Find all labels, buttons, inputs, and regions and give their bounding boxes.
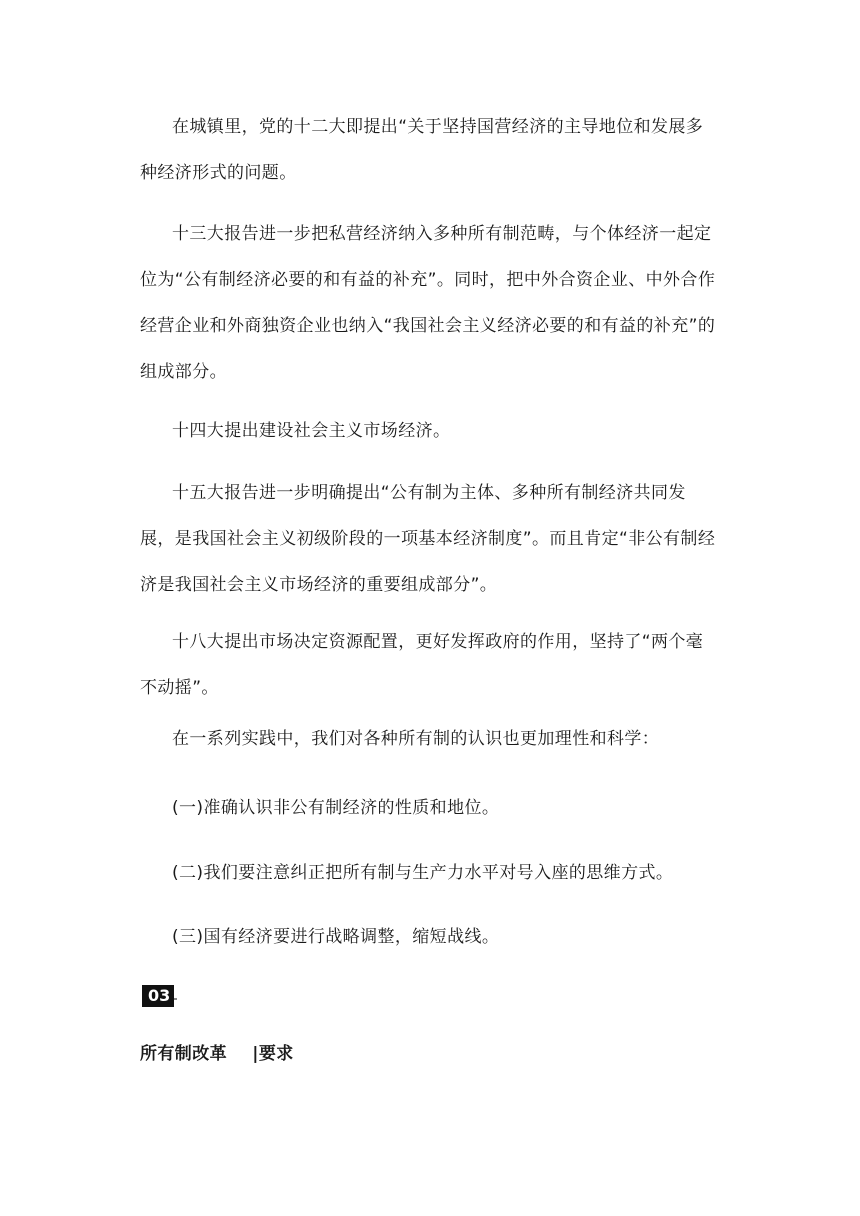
paragraph-practice-intro: 在一系列实践中，我们对各种所有制的认识也更加理性和科学： <box>172 729 660 749</box>
paragraph-twelfth-congress: 在城镇里，党的十二大即提出“关于坚持国营经济的主导地位和发展多种经济形式的问题。 <box>140 117 704 183</box>
list-item-one: (一)准确认识非公有制经济的性质和地位。 <box>172 798 500 818</box>
section-number: 03 <box>142 985 174 1007</box>
paragraph-fifteenth-congress: 十五大报告进一步明确提出“公有制为主体、多种所有制经济共同发展，是我国社会主义初级阶段的一项基本经济制度”。而且肯定“非公有制经济是我国社会主义市场经济的重要组成部分”。 <box>140 483 716 595</box>
paragraph-eighteenth-congress: 十八大提出市场决定资源配置，更好发挥政府的作用，坚持了“两个毫不动摇”。 <box>140 632 704 698</box>
list-item-three: (三)国有经济要进行战略调整，缩短战线。 <box>172 927 500 947</box>
section-number-badge <box>142 985 177 1007</box>
paragraph-fourteenth-congress: 十四大提出建设社会主义市场经济。 <box>172 421 451 441</box>
paragraph-thirteenth-congress: 十三大报告进一步把私营经济纳入多种所有制范畴，与个体经济一起定位为“公有制经济必要的和有益的补充”。同时，把中外合资企业、中外合作经营企业和外商独资企业也纳入“我国社会主义经济必要的和有益的补充”的组成部分。 <box>140 224 716 382</box>
list-item-two: (二)我们要注意纠正把所有制与生产力水平对号入座的思维方式。 <box>172 863 674 883</box>
section-title: 所有制改革 |要求 <box>140 1044 294 1064</box>
badge-tick-mark <box>174 998 177 1000</box>
